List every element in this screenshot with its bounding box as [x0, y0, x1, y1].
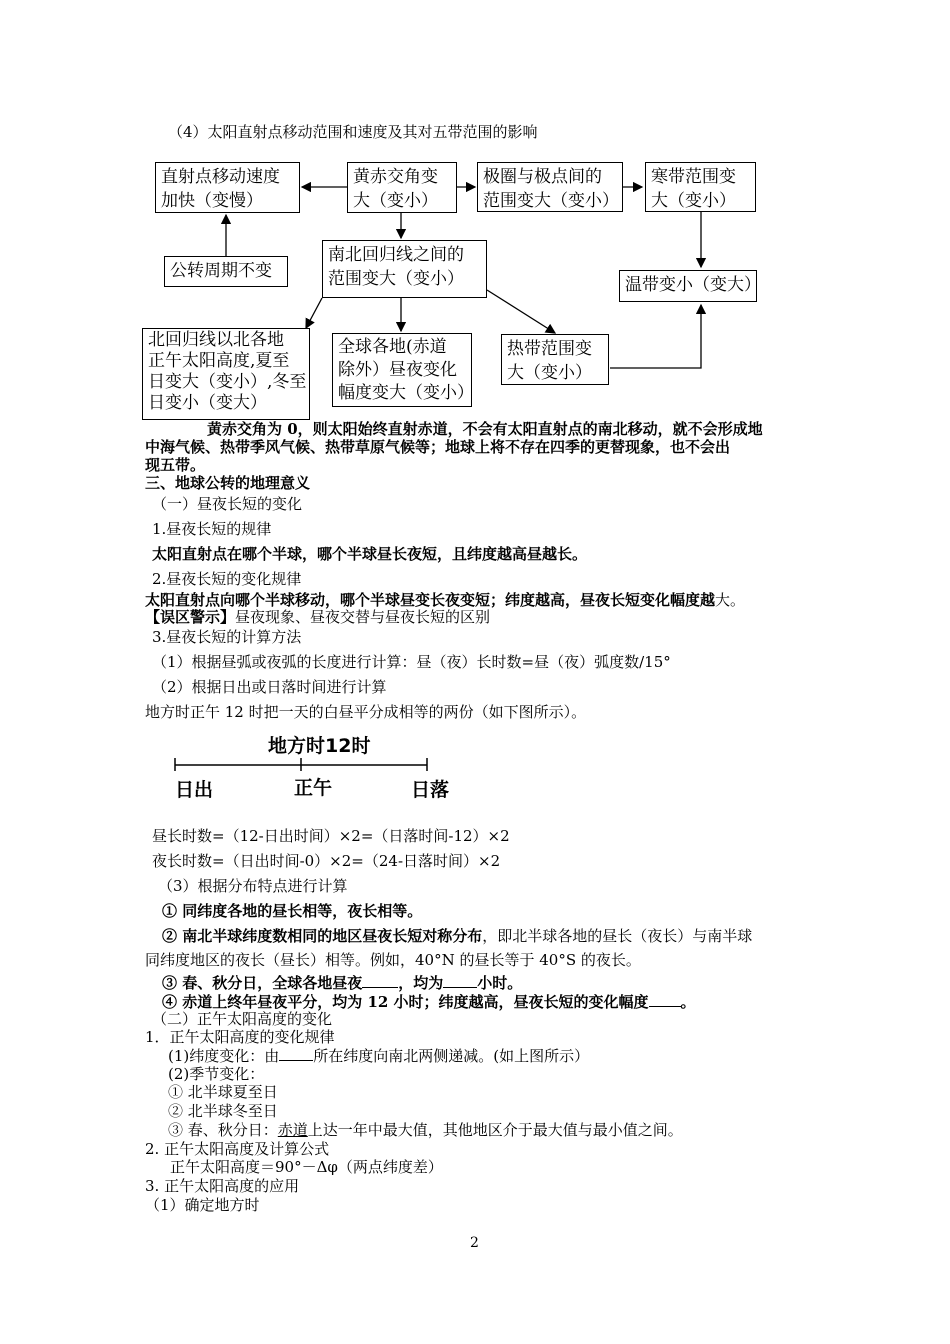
box-line: 大（变小）	[651, 191, 736, 211]
feature-2-bold: ② 南北半球纬度数相同的地区昼夜长短对称分布	[162, 927, 483, 945]
night-length-formula: 夜长时数=（日出时间-0）×2=（24-日落时间）×2	[152, 852, 501, 870]
box-line: 加快（变慢）	[161, 191, 263, 211]
box-line: 南北回归线之间的	[328, 245, 464, 265]
section-heading-3: 三、地球公转的地理意义	[145, 474, 311, 492]
box-line: 极圈与极点间的	[483, 167, 602, 187]
box-line: 大（变小）	[507, 363, 592, 383]
timeline-title: 地方时12时	[268, 735, 371, 757]
noon1-latitude	[168, 1046, 589, 1066]
warning-label: 【误区警示】	[145, 608, 236, 626]
box-line: 范围变大（变小）	[483, 191, 619, 211]
box-tropics-range	[322, 240, 487, 298]
noon1-s3-equator: 赤道	[277, 1121, 308, 1139]
timeline-sunset: 日落	[411, 779, 450, 801]
feature-3-b: ，均为	[398, 974, 444, 992]
box-line: 温带变小（变大）	[625, 275, 761, 295]
box-line: 范围变大（变小）	[328, 269, 464, 289]
noon2-formula: 正午太阳高度＝90°－Δφ（两点纬度差）	[170, 1158, 443, 1176]
noon1-season: (2)季节变化：	[168, 1065, 265, 1083]
calc-method-2-desc: 地方时正午 12 时把一天的白昼平分成相等的两份（如下图所示）。	[145, 703, 587, 721]
day-length-formula: 昼长时数=（12-日出时间）×2=（日落时间-12）×2	[152, 827, 510, 845]
box-torrid-zone	[501, 334, 609, 385]
box-polar-range	[477, 162, 623, 212]
timeline-noon: 正午	[294, 777, 333, 799]
calc-method-3: （3）根据分布特点进行计算	[158, 877, 348, 895]
noon1-season-3	[168, 1121, 683, 1140]
noon1-season-2: ② 北半球冬至日	[168, 1102, 278, 1120]
box-frigid-zone	[645, 162, 756, 212]
noon1-lat-b: 所在纬度向南北两侧递减。(如上图所示）	[313, 1047, 590, 1065]
timeline-axis	[165, 755, 465, 775]
note-line-3: 现五带。	[145, 456, 206, 474]
blank-4[interactable]	[279, 1046, 313, 1061]
subsection-heading-4: （4）太阳直射点移动范围和速度及其对五带范围的影响	[168, 123, 538, 141]
box-line: 公转周期不变	[170, 261, 272, 281]
box-line: 黄赤交角变	[353, 167, 438, 187]
box-line: 热带范围变	[507, 339, 592, 359]
feature-1: ① 同纬度各地的昼长相等，夜长相等。	[162, 902, 423, 920]
warning-note	[145, 608, 490, 627]
timeline-sunrise: 日出	[175, 779, 214, 801]
feature-3-c: 小时。	[477, 974, 523, 992]
feature-4-c: 。	[680, 993, 696, 1011]
box-line: 直射点移动速度	[161, 167, 280, 187]
blank-3[interactable]	[649, 992, 681, 1007]
noon1-s3-a: ③ 春、秋分日：	[168, 1121, 278, 1139]
feature-2-rest: ，即北半球各地的昼长（夜长）与南半球	[482, 927, 753, 945]
rule2-bold: 太阳直射点向哪个半球移动，哪个半球昼变长夜变短；纬度越高，昼夜长短变化幅度越	[145, 591, 716, 609]
noon2-title: 2. 正午太阳高度及计算公式	[145, 1140, 330, 1158]
noon1-lat-a: (1)纬度变化：由	[168, 1047, 280, 1065]
noon1-title: 1．正午太阳高度的变化规律	[145, 1028, 335, 1046]
rule1-title: 1.昼夜长短的规律	[152, 520, 272, 538]
rule2-title: 2.昼夜长短的变化规律	[152, 570, 302, 588]
note-line-1: 黄赤交角为 0，则太阳始终直射赤道，不会有太阳直射点的南北移动，就不会形成地	[207, 420, 763, 438]
feature-3	[162, 973, 522, 993]
feature-4	[162, 992, 696, 1012]
box-line: 北回归线以北各地	[148, 330, 284, 350]
page-number: 2	[470, 1235, 479, 1251]
calc-method-1: （1）根据昼弧或夜弧的长度进行计算：昼（夜）长时数=昼（夜）弧度数/15°	[152, 653, 671, 671]
feature-2-line2: 同纬度地区的夜长（昼长）相等。例如，40°N 的昼长等于 40°S 的夜长。	[145, 951, 641, 969]
subsection-day-night: （一）昼夜长短的变化	[152, 495, 303, 513]
box-line: 除外）昼夜变化	[338, 360, 457, 380]
box-north-noon-height	[142, 328, 310, 420]
rule1-text: 太阳直射点在哪个半球，哪个半球昼长夜短，且纬度越高昼越长。	[152, 545, 588, 563]
warning-text: 昼夜现象、昼夜交替与昼夜长短的区别	[235, 608, 491, 626]
feature-2	[162, 927, 752, 946]
noon3-title: 3. 正午太阳高度的应用	[145, 1177, 300, 1195]
rule3-title: 3.昼夜长短的计算方法	[152, 628, 302, 646]
box-temperate-zone	[619, 270, 761, 302]
box-sun-speed	[155, 162, 300, 213]
box-revolution-period	[164, 256, 288, 287]
box-line: 大（变小）	[353, 191, 438, 211]
subsection-noon-height: （二）正午太阳高度的变化	[152, 1010, 333, 1028]
box-line: 幅度变大（变小）	[338, 383, 474, 403]
blank-2[interactable]	[443, 973, 477, 988]
box-obliquity	[347, 162, 457, 213]
box-line: 正午太阳高度,夏至	[148, 351, 290, 371]
note-line-2: 中海气候、热带季风气候、热带草原气候等；地球上将不存在四季的更替现象，也不会出	[145, 438, 731, 456]
feature-4-a: ④ 赤道上终年昼夜平分，均为 12 小时；纬度越高，昼夜长短的变化幅度	[162, 993, 649, 1011]
box-line: 寒带范围变	[651, 167, 736, 187]
box-line: 全球各地(赤道	[338, 337, 447, 357]
feature-3-a: ③ 春、秋分日，全球各地昼夜	[162, 974, 363, 992]
noon3-item-1: （1）确定地方时	[145, 1196, 260, 1214]
rule2-tail: 大。	[715, 591, 746, 609]
box-line: 日变大（变小）,冬至	[148, 372, 307, 392]
blank-1[interactable]	[362, 973, 398, 988]
noon1-s3-b: 上达一年中最大值，其他地区介于最大值与最小值之间。	[307, 1121, 683, 1139]
box-line: 日变小（变大）	[148, 393, 267, 413]
box-day-night-variation	[332, 333, 472, 407]
noon1-season-1: ① 北半球夏至日	[168, 1083, 278, 1101]
calc-method-2: （2）根据日出或日落时间进行计算	[152, 678, 387, 696]
